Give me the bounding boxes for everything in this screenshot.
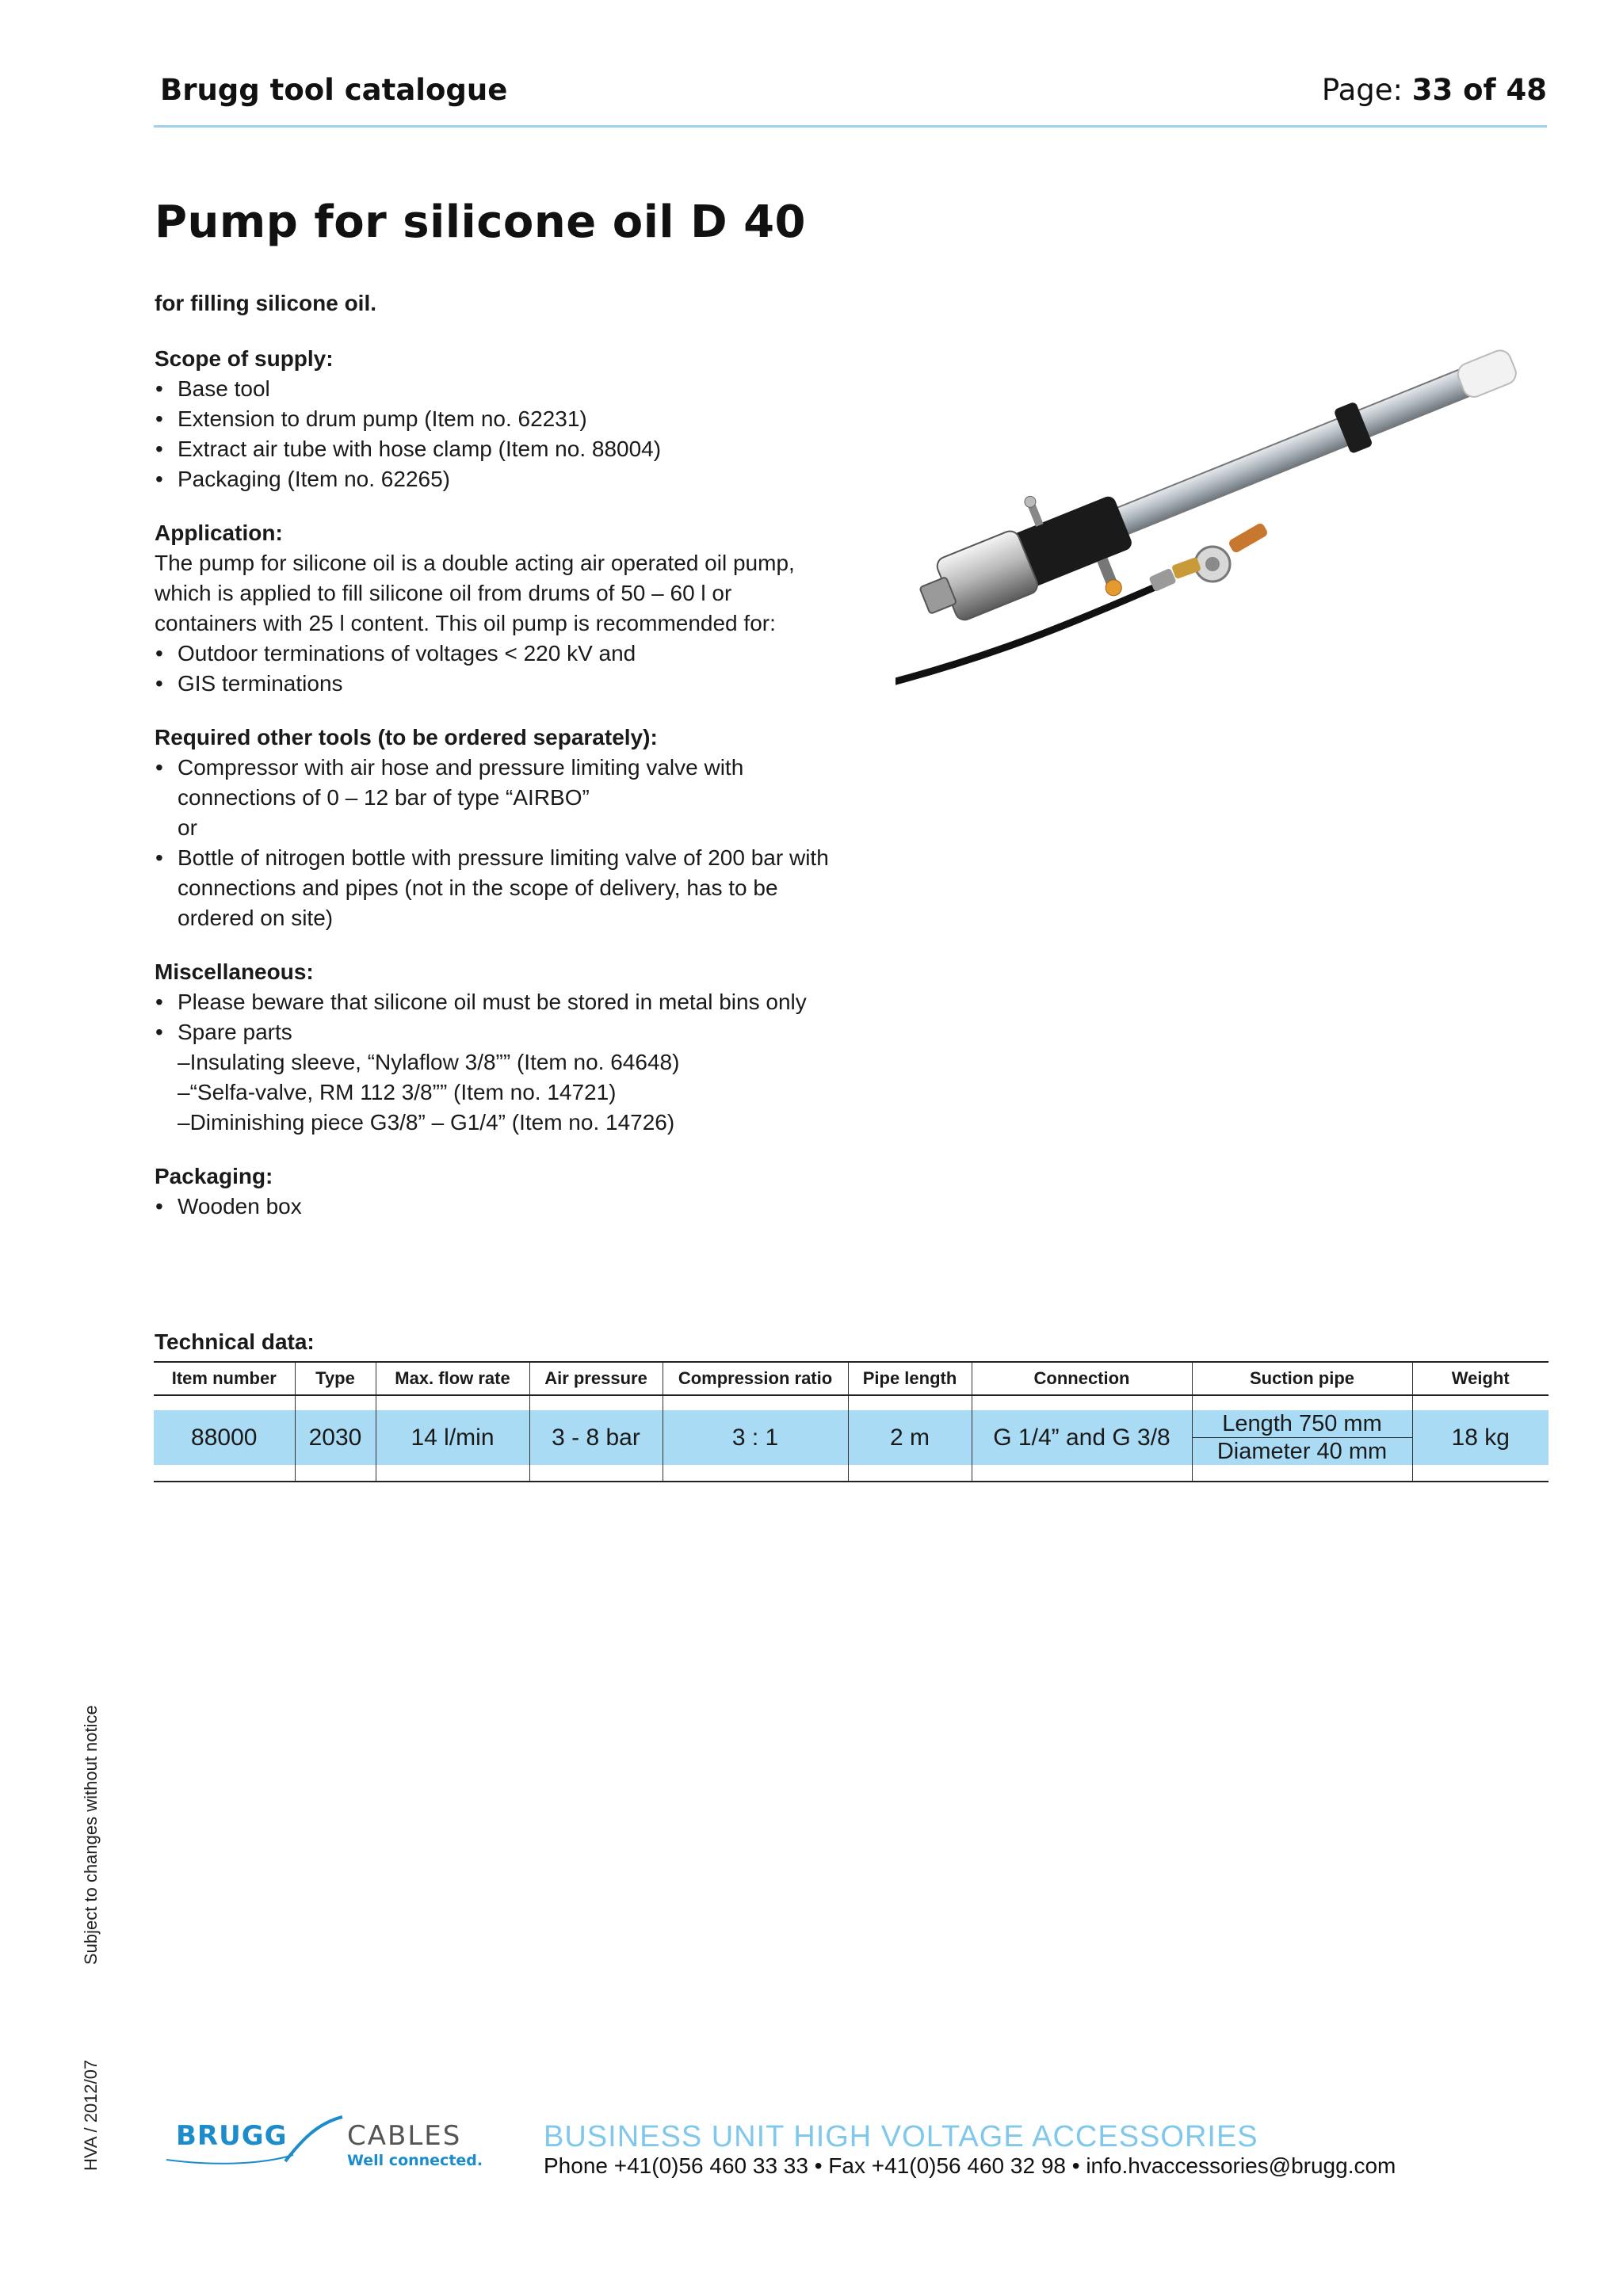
scope-of-supply xyxy=(155,344,836,494)
misc-item: • Spare parts xyxy=(155,1017,836,1047)
column-header: Weight xyxy=(1412,1362,1549,1395)
product-description xyxy=(155,288,836,1245)
business-unit: BUSINESS UNIT HIGH VOLTAGE ACCESSORIES xyxy=(544,2120,1258,2153)
type-cell: 2030 xyxy=(295,1410,376,1465)
application-heading: Application: xyxy=(155,521,283,545)
page-label: Page: xyxy=(1321,73,1403,107)
change-notice: Subject to changes without notice xyxy=(81,1705,101,1965)
page-number: 33 of 48 xyxy=(1411,73,1547,107)
air-pressure-cell: 3 - 8 bar xyxy=(529,1410,663,1465)
suction-diameter: Diameter 40 mm xyxy=(1216,1439,1388,1464)
scope-heading: Scope of supply: xyxy=(155,346,334,371)
pump-product-image xyxy=(896,349,1553,705)
required-heading: Required other tools (to be ordered separately): xyxy=(155,725,658,749)
scope-item: • Packaging (Item no. 62265) xyxy=(155,464,836,494)
spare-part: –“Selfa-valve, RM 112 3/8”” (Item no. 14721) xyxy=(178,1080,617,1104)
required-item: • Bottle of nitrogen bottle with pressure limiting valve of 200 bar with connections and pipes (not in the scope of delivery, has to be ordered on site) xyxy=(155,843,836,933)
application-item: • Outdoor terminations of voltages < 220 kV and xyxy=(155,639,836,669)
connection-cell: G 1/4” and G 3/8 xyxy=(972,1410,1192,1465)
packaging-section xyxy=(155,1161,836,1222)
brugg-cables-logo xyxy=(166,2109,499,2172)
scope-item: • Extension to drum pump (Item no. 62231) xyxy=(155,404,836,434)
column-header: Type xyxy=(295,1362,376,1395)
technical-data-table xyxy=(154,1361,1549,1482)
table-header-row xyxy=(154,1362,1549,1395)
catalogue-title: Brugg tool catalogue xyxy=(160,73,508,107)
application-item: • GIS terminations xyxy=(155,669,836,699)
flow-rate-cell: 14 l/min xyxy=(376,1410,529,1465)
item-number-cell: 88000 xyxy=(154,1410,295,1465)
header-divider xyxy=(154,125,1547,128)
packaging-item: • Wooden box xyxy=(155,1192,836,1222)
scope-item: • Base tool xyxy=(155,374,836,404)
suction-pipe-cell xyxy=(1192,1410,1412,1465)
table-row xyxy=(154,1410,1549,1465)
miscellaneous-section xyxy=(155,957,836,1138)
required-item: • Compressor with air hose and pressure limiting valve with connections of 0 – 12 bar of type “AIRBO” xyxy=(155,753,836,813)
column-header: Pipe length xyxy=(848,1362,972,1395)
misc-item: • Please beware that silicone oil must be stored in metal bins only xyxy=(155,987,836,1017)
column-header: Compression ratio xyxy=(663,1362,848,1395)
column-header: Air pressure xyxy=(529,1362,663,1395)
required-tools-section xyxy=(155,723,836,933)
page-title: Pump for silicone oil D 40 xyxy=(155,196,806,248)
compression-ratio-cell: 3 : 1 xyxy=(663,1410,848,1465)
technical-data-heading: Technical data: xyxy=(155,1329,315,1354)
page-indicator xyxy=(1322,73,1547,107)
spare-part: –Insulating sleeve, “Nylaflow 3/8”” (Item no. 64648) xyxy=(178,1050,680,1074)
scope-item: • Extract air tube with hose clamp (Item no. 88004) xyxy=(155,434,836,464)
misc-heading: Miscellaneous: xyxy=(155,959,314,984)
logo-tagline: Well connected. xyxy=(347,2152,483,2169)
application-text: The pump for silicone oil is a double acting air operated oil pump, which is applied to fill silicone oil from drums of 50 – 60 l or containers with 25 l content. This oil pump is recommended for: xyxy=(155,551,795,635)
suction-length: Length 750 mm xyxy=(1193,1410,1412,1438)
packaging-heading: Packaging: xyxy=(155,1164,273,1188)
contact-line: Phone +41(0)56 460 33 33 • Fax +41(0)56 460 32 98 • info.hvaccessories@brugg.com xyxy=(544,2153,1396,2178)
pipe-length-cell: 2 m xyxy=(848,1410,972,1465)
column-header: Connection xyxy=(972,1362,1192,1395)
column-header: Max. flow rate xyxy=(376,1362,529,1395)
column-header: Item number xyxy=(154,1362,295,1395)
spare-part: –Diminishing piece G3/8” – G1/4” (Item no. 14726) xyxy=(178,1110,675,1135)
column-header: Suction pipe xyxy=(1192,1362,1412,1395)
document-code: HVA / 2012/07 xyxy=(81,2059,101,2171)
weight-cell: 18 kg xyxy=(1412,1410,1549,1465)
application-section xyxy=(155,518,836,699)
intro-text: for filling silicone oil. xyxy=(155,291,377,315)
logo-brugg-text: BRUGG xyxy=(176,2120,288,2152)
or-separator: or xyxy=(178,815,197,840)
logo-cables-text: CABLES xyxy=(347,2120,462,2152)
